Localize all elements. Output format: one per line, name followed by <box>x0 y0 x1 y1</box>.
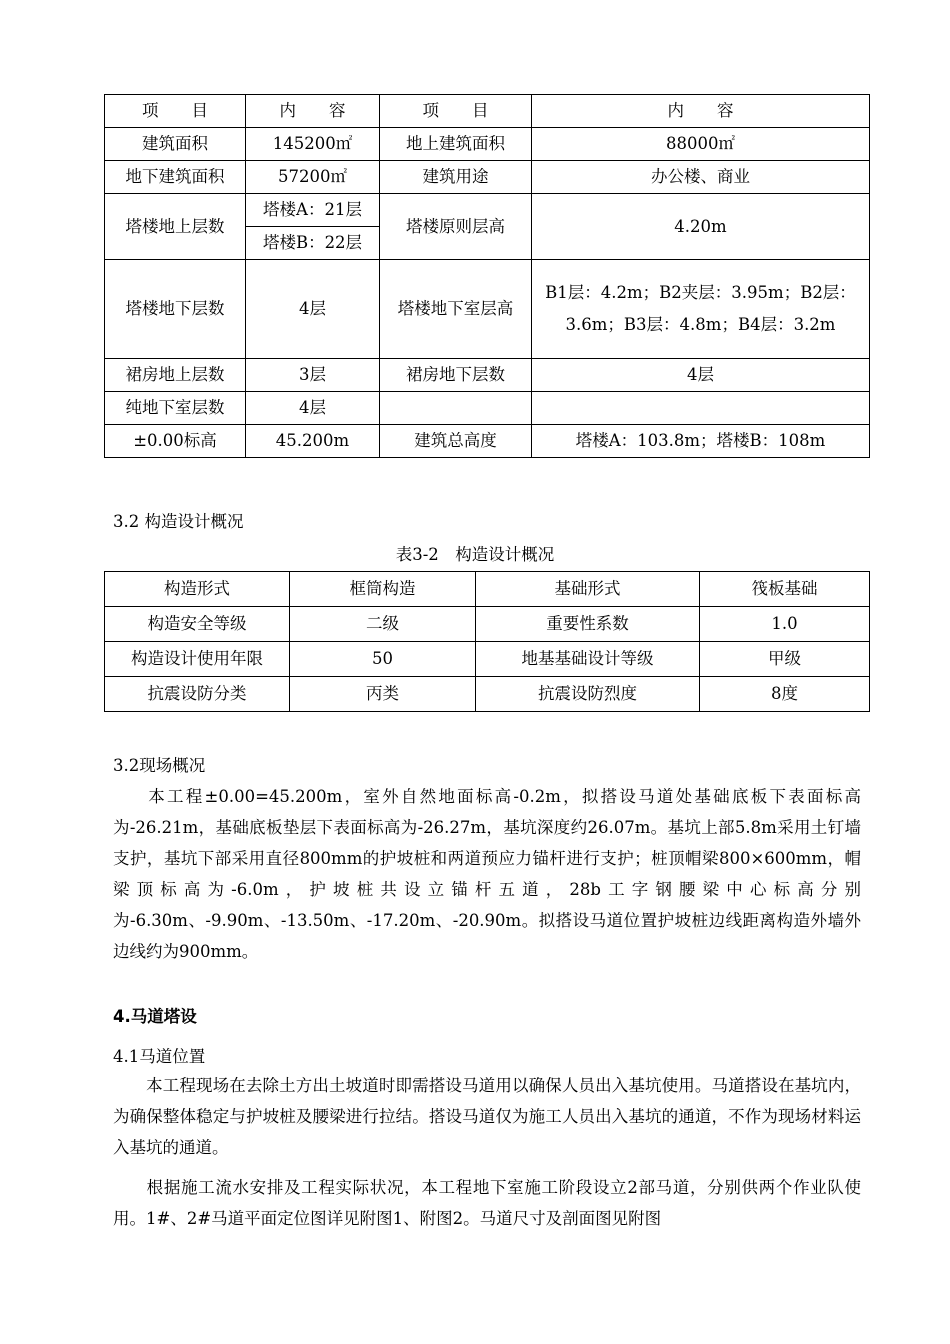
table-cell: 基础形式 <box>476 572 700 607</box>
table-cell: 抗震设防分类 <box>105 677 290 712</box>
table-cell: 4层 <box>532 359 870 392</box>
table-row <box>105 161 870 194</box>
table-row <box>105 260 870 359</box>
table-row <box>105 359 870 392</box>
section-heading: 3.2 构造设计概况 <box>113 512 244 531</box>
table-cell: 塔楼地下层数 <box>105 260 246 359</box>
table-cell: 建筑面积 <box>105 128 246 161</box>
paragraph-text: 本工程现场在去除土方出土坡道时即需搭设马道用以确保人员出入基坑使用。马道搭设在基坑内，为确保整体稳定与护坡桩及腰梁进行拉结。搭设马道仅为施工人员出入基坑的通道，不作为现场材料运入基坑的通道。 <box>113 1076 861 1157</box>
table-row <box>105 194 870 227</box>
table-cell: 45.200m <box>246 425 380 458</box>
table-cell: 构造设计使用年限 <box>105 642 290 677</box>
table-cell: 甲级 <box>700 642 870 677</box>
table-cell: 办公楼、商业 <box>532 161 870 194</box>
paragraph <box>113 1172 861 1234</box>
table-cell: 4层 <box>246 260 380 359</box>
table-cell: 纯地下室层数 <box>105 392 246 425</box>
table-cell: 塔楼B：22层 <box>246 227 380 260</box>
table-cell <box>532 392 870 425</box>
table-cell: 地上建筑面积 <box>380 128 532 161</box>
table-cell: 框筒构造 <box>290 572 476 607</box>
table-caption: 表3-2 构造设计概况 <box>395 545 555 564</box>
section-heading: 4.马道塔设 <box>113 1007 197 1026</box>
structure-design-table <box>104 571 870 712</box>
table-cell: 57200㎡ <box>246 161 380 194</box>
table-cell: 建筑用途 <box>380 161 532 194</box>
table-row <box>105 425 870 458</box>
table-header-row <box>105 95 870 128</box>
table-cell: ±0.00标高 <box>105 425 246 458</box>
table-cell: 筏板基础 <box>700 572 870 607</box>
table-row <box>105 128 870 161</box>
paragraph-text: 本工程±0.00=45.200m，室外自然地面标高-0.2m，拟搭设马道处基础底板下表面标高为-26.21m，基础底板垫层下表面标高为-26.27m，基坑深度约26.07m。基坑上部5.8m采用土钉墙支护，基坑下部采用直径800mm的护坡桩和两道预应力锚杆进行支护；桩顶帽梁800×600mm，帽梁顶标高为-6.0m，护坡桩共设立锚杆五道，28b工字钢腰梁中心标高分别为-6.30m、-9.90m、-13.50m、-17.20m、-20.90m。拟搭设马道位置护坡桩边线距离构造外墙外边线约为900mm。 <box>113 787 861 961</box>
table-cell: 重要性系数 <box>476 607 700 642</box>
table-cell: 145200㎡ <box>246 128 380 161</box>
table-cell: 构造形式 <box>105 572 290 607</box>
table-cell: 裙房地上层数 <box>105 359 246 392</box>
table-row <box>105 677 870 712</box>
header-cell: 项 目 <box>105 95 246 128</box>
table-cell: 3层 <box>246 359 380 392</box>
table-row <box>105 642 870 677</box>
paragraph-text: 根据施工流水安排及工程实际状况，本工程地下室施工阶段设立2部马道，分别供两个作业队使用。1#、2#马道平面定位图详见附图1、附图2。马道尺寸及剖面图见附图 <box>113 1178 861 1228</box>
header-cell: 内 容 <box>246 95 380 128</box>
table-cell: B1层：4.2m；B2夹层：3.95m；B2层：3.6m；B3层：4.8m；B4层：3.2m <box>532 260 870 359</box>
paragraph <box>113 1070 861 1163</box>
table-cell <box>380 392 532 425</box>
paragraph <box>113 781 861 967</box>
table-cell: 4.20m <box>532 194 870 260</box>
table-cell: 抗震设防烈度 <box>476 677 700 712</box>
table-cell: 88000㎡ <box>532 128 870 161</box>
table-cell: 4层 <box>246 392 380 425</box>
table-cell: 1.0 <box>700 607 870 642</box>
table-cell: 裙房地下层数 <box>380 359 532 392</box>
table-cell: 塔楼A：21层 <box>246 194 380 227</box>
table-row <box>105 607 870 642</box>
table-cell: 塔楼A：103.8m；塔楼B：108m <box>532 425 870 458</box>
table-cell: 构造安全等级 <box>105 607 290 642</box>
table-cell: 塔楼地下室层高 <box>380 260 532 359</box>
table-cell: 塔楼原则层高 <box>380 194 532 260</box>
table-cell: 8度 <box>700 677 870 712</box>
header-cell: 项 目 <box>380 95 532 128</box>
table-row <box>105 572 870 607</box>
header-cell: 内 容 <box>532 95 870 128</box>
table-cell: 地下建筑面积 <box>105 161 246 194</box>
table-cell: 二级 <box>290 607 476 642</box>
table-cell: 丙类 <box>290 677 476 712</box>
section-heading: 4.1马道位置 <box>113 1047 206 1066</box>
table-cell: 地基基础设计等级 <box>476 642 700 677</box>
table-row <box>105 392 870 425</box>
table-cell: 建筑总高度 <box>380 425 532 458</box>
table-cell: 50 <box>290 642 476 677</box>
table-cell: 塔楼地上层数 <box>105 194 246 260</box>
section-heading: 3.2现场概况 <box>113 756 206 775</box>
building-overview-table <box>104 94 870 458</box>
